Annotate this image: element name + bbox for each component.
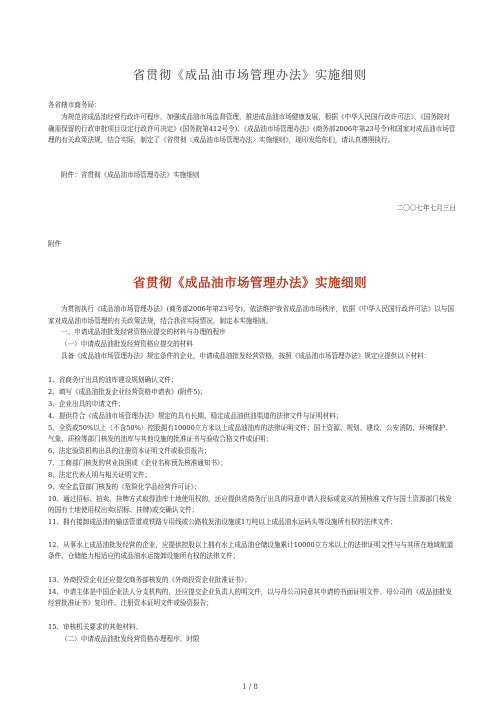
- attachment-note: 附件：省贯彻《成品油市场管理办法》实施细则: [61, 171, 200, 179]
- notice-body: 为规范省成品油经营行政许可程序，加强成品油市场监督管理，推进成品油市场健康发展，根据《中华人民国行政许可法》、《国务院对确需保留的行政审批项目设定行政许可决定》(国务院第412号令)、《成品油市场管理办法》(商务部2006年第23号令)和国家对成品油市场管理的有关政策法规，结合实际，制定了《省贯彻〈成品油市场管理办法〉实施细则》，现印发给你们，请认真遵照执行。: [48, 113, 456, 144]
- rules-intro: 为贯彻执行《成品油市场管理办法》(商务部2006年第23号令)，依法维护我省成品油市场秩序，依据《中华人民国行政许可法》以与国家对成品油市场管理的有关政策法规，结合我省实际情况，制定本实施细则。: [48, 305, 454, 325]
- subsection-1-desc: 具备《成品油市场管理办法》规定条件的企业，申请成品油批发经营资格，按照《成品油市场管理办法》规定应提供以下材料：: [61, 352, 431, 360]
- rules-title: 省贯彻《成品油市场管理办法》实施细则: [132, 275, 367, 290]
- list-item: 7、工商部门核发的营业执照或《企业名称预先核准通知书》；: [48, 459, 227, 467]
- list-item: 2、填写《成品油批发企业经营资格申请表》(附件5)；: [48, 388, 207, 396]
- list-item: 4、提供符合《成品油市场管理办法》规定的具有长期、稳定成品油供油渠道的法律文件与证明材料；: [48, 412, 343, 420]
- list-item: 6、法定验资机构出具的注册资本证明文件或验资报告；: [48, 447, 211, 455]
- list-item: 12、从事水上成品油批发经营的企业，应提供控股以上拥有水上成品油仓储设施累计10000立方米以上的法律证明文件与与其所在地域航道条件、仓储能力相适应的成品油水运接卸设施所有权的法律文件；: [48, 541, 454, 560]
- list-item: 3、企业出具的申请文件；: [48, 400, 125, 408]
- subsection-1-heading: （一）申请成品油批发经营资格应提交的材料: [61, 340, 193, 348]
- list-item: 10、通过招标、拍卖、挂牌方式取得油库土地使用权的，还应提供省商务厅出具的同意申请人投标或竞买的预核准文件与国土资源部门核发的国有土地使用权出卖(招标、挂牌)或交确认文件；: [48, 495, 453, 514]
- notice-date: 二〇〇七年七月三日: [396, 204, 456, 212]
- section-1-heading: 一、申请成品油批发经营资格应提交的材料与办理的程序: [61, 328, 226, 336]
- page-number: 1 / 8: [242, 683, 258, 691]
- notice-title: 省贯彻《成品油市场管理办法》实施细则: [132, 68, 367, 82]
- list-item: 11、拥有接卸成品油的输送管道或铁路专用线或公路收发油设施或1万吨以上成品油水运码头等设施所有权的法律文件；: [48, 518, 397, 526]
- list-item: 15、审核机关要求的其他材料。: [48, 623, 143, 631]
- list-item: 5、全资或50%以上（不含50%）控股拥有10000立方米以上成品油油库的法律证明文件；国土资源、规划、建设、公安消防、环境保护、气象、质检等部门核发的油库与其他设施的批准证书与验收合格文件或证明；: [48, 424, 452, 443]
- list-item: 8、法定代表人明与相关证明文件；: [48, 471, 152, 479]
- salutation: 各省辖市商务局：: [48, 101, 101, 109]
- subsection-2-heading: （二）申请成品油批发经营资格办理程序、时限: [61, 635, 200, 643]
- attachment-label: 附件: [48, 240, 62, 248]
- list-item: 1、省商务厅出具的油库建设规划确认文件；: [48, 376, 178, 384]
- list-item: 9、安全监管部门核发的《危险化学品经营许可证》；: [48, 483, 201, 491]
- list-item: 14、申请主体是中国企业法人分支机构的，还应提交企业负责人的明文件，以与母公司同意其申请的书面证明文件、母公司的《成品油批发经营批准证书》复印件、注册资本证明文件或验资报告；: [48, 588, 453, 607]
- list-item: 13、外商投资企业还应提交商务部核发的《外商投资企业批准证书》；: [48, 576, 251, 584]
